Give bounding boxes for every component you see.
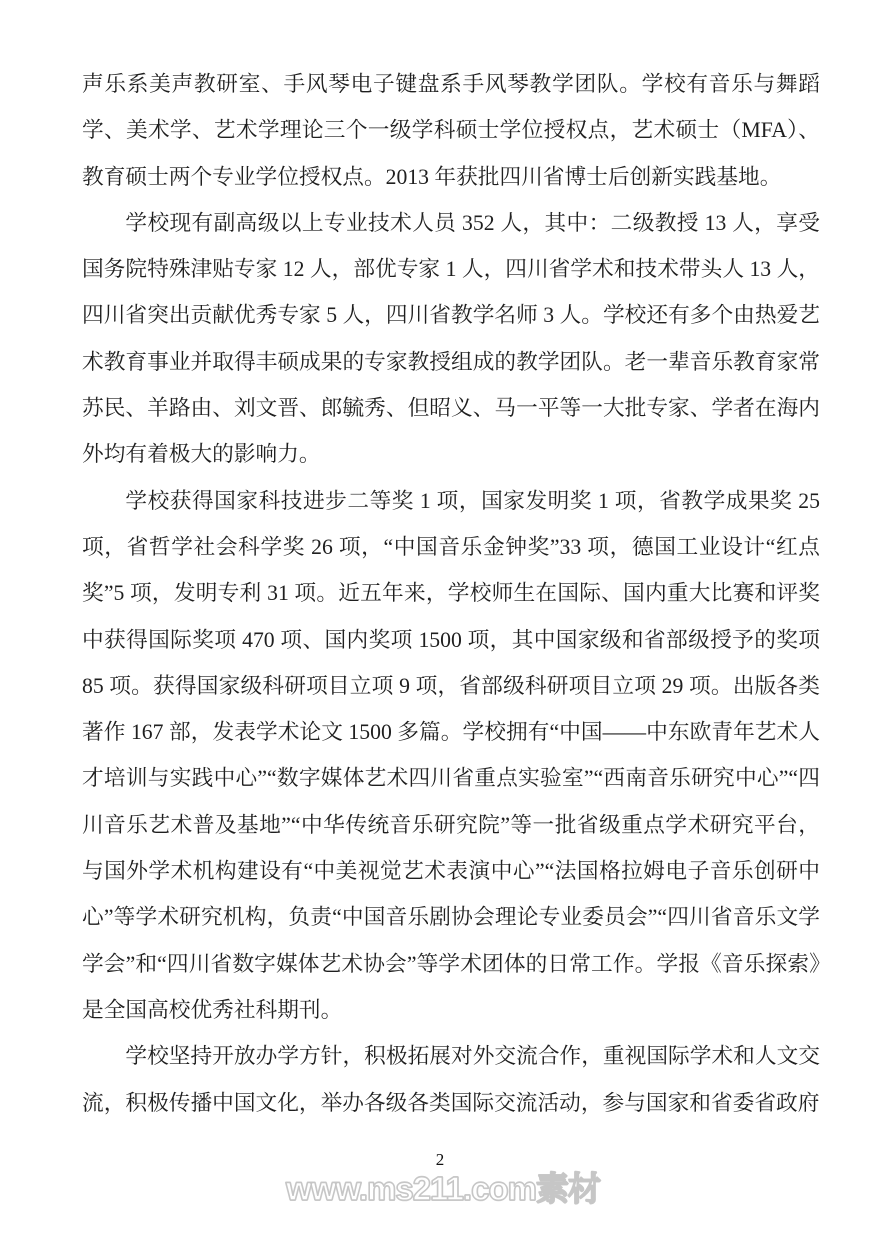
paragraph-international: 学校坚持开放办学方针，积极拓展对外交流合作，重视国际学术和人文交流，积极传播中国文化，举办各级各类国际交流活动，参与国家和省委省政府	[82, 1044, 820, 1115]
paragraph-continuation: 声乐系美声教研室、手风琴电子键盘系手风琴教学团队。学校有音乐与舞蹈学、美术学、艺术学理论三个一级学科硕士学位授权点，艺术硕士（MFA）、教育硕士两个专业学位授权点。2013 年获批四川省博士后创新实践基地。	[82, 72, 820, 189]
paragraph-faculty: 学校现有副高级以上专业技术人员 352 人，其中：二级教授 13 人，享受国务院特殊津贴专家 12 人，部优专家 1 人，四川省学术和技术带头人 13 人，四川省突出贡献优秀专家 5 人，四川省教学名师 3 人。学校还有多个由热爱艺术教育事业并取得丰硕成果的专家教授组成的教学团队。老一辈音乐教育家常苏民、羊路由、刘文晋、郎毓秀、但昭义、马一平等一大批专家、学者在海内外均有着极大的影响力。	[82, 210, 820, 467]
document-body	[82, 61, 820, 1126]
paragraph-awards: 学校获得国家科技进步二等奖 1 项，国家发明奖 1 项，省教学成果奖 25 项，省哲学社会科学奖 26 项，“中国音乐金钟奖”33 项，德国工业设计“红点奖”5 项，发明专利 31 项。近五年来，学校师生在国际、国内重大比赛和评奖中获得国际奖项 470 项、国内奖项 1500 项，其中国家级和省部级授予的奖项 85 项。获得国家级科研项目立项 9 项，省部级科研项目立项 29 项。出版各类著作 167 部，发表学术论文 1500 多篇。学校拥有“中国——中东欧青年艺术人才培训与实践中心”“数字媒体艺术四川省重点实验室”“西南音乐研究中心”“四川音乐艺术普及基地”“中华传统音乐研究院”等一批省级重点学术研究平台，与国外学术机构建设有“中美视觉艺术表演中心”“法国格拉姆电子音乐创研中心”等学术研究机构，负责“中国音乐剧协会理论专业委员会”“四川省音乐文学学会”和“四川省数字媒体艺术协会”等学术团体的日常工作。学报《音乐探索》是全国高校优秀社科期刊。	[82, 488, 820, 1022]
watermark: www.ms211.com素材	[286, 1170, 600, 1207]
page-number: 2	[435, 1150, 445, 1169]
